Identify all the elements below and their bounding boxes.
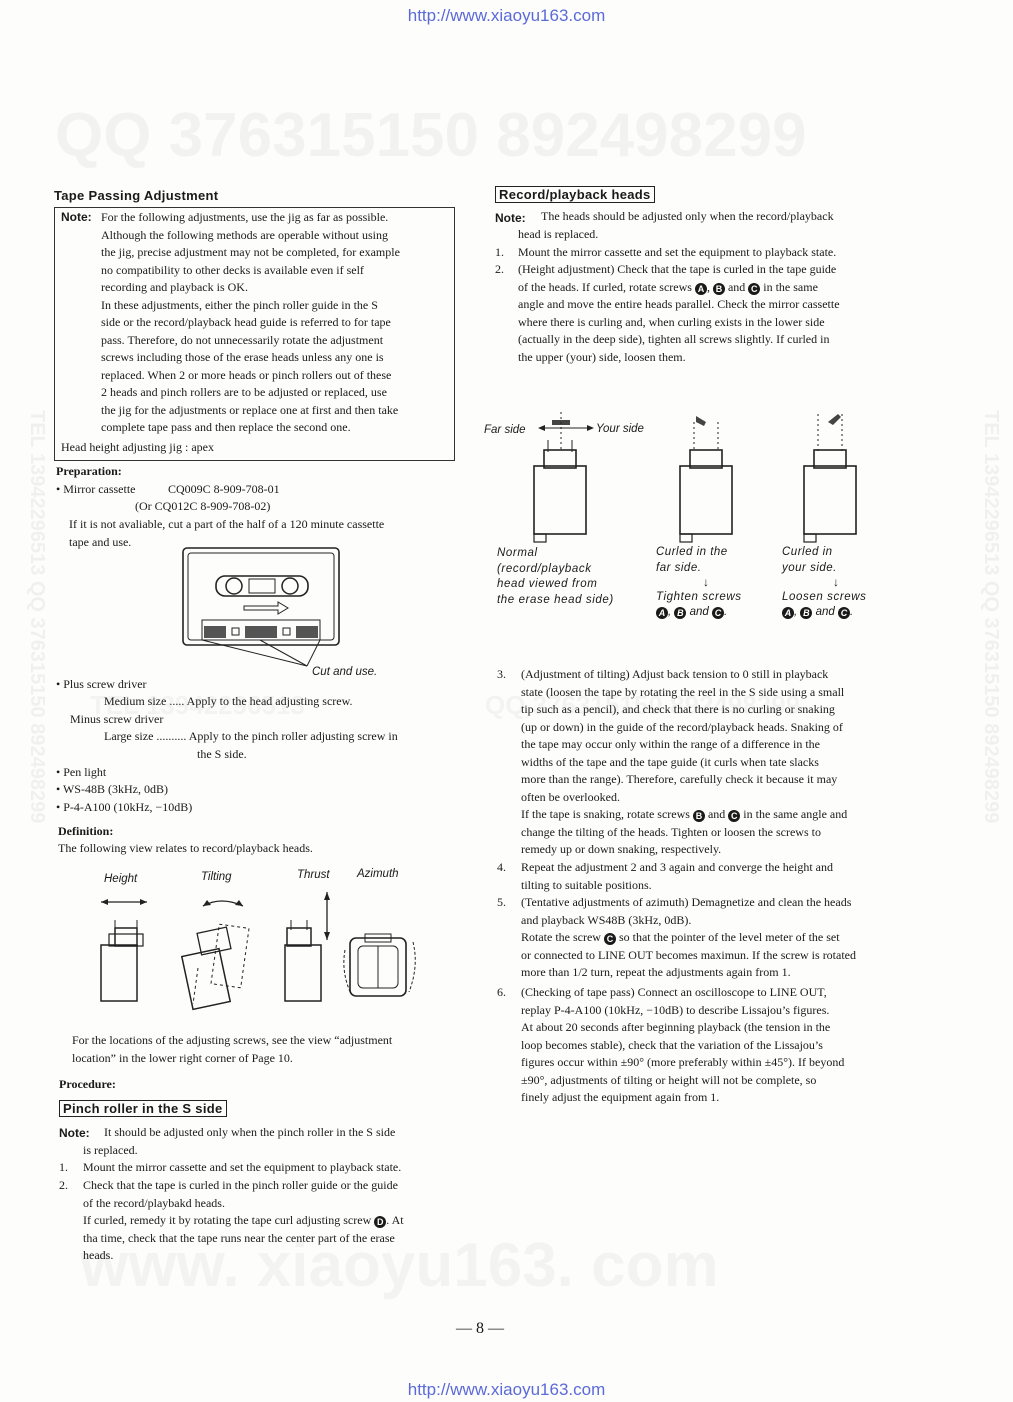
locations-line-2: location” in the lower right corner of Page 10. [72,1051,293,1065]
header-url[interactable]: http://www.xiaoyu163.com [407,6,606,25]
far-side-label: Far side [484,424,526,436]
note-text: For the following adjustments, use the jig as far as possible. Although the following methods are operable without using the jig, precise adjustment may not be completed, for example no compatibility to other decks is available even if self recording and playback is OK. In these adjustments, either the pinch roller guide in the S side or the record/playback head guide is referred to for tape pass. Therefore, do not unnecessarily rotate the adjustment screws including those of the erase heads unless any one is replaced. When 2 or more heads or pinch rollers out of these 2 heads and pinch rollers are to be adjusted or replaced, use the jig for the adjustments or replace one at first and then take complete tape pass and then replace the second one. [101,210,400,434]
plus-driver: • Plus screw driver [56,677,147,691]
watermark-top [55,100,807,171]
rp-step-6: (Checking of tape pass) Connect an oscilloscope to LINE OUT, replay P-4-A100 (10kHz, −10dB) to describe Lissajou’s figures. At about 20 seconds after beginning playback (the tension in the loop becomes stable), check that the variation of the Lissajou’s figures occur within ±90° (more preferably within ±45°). If beyond ±90°, adjustments of tilting or height will not be complete, so finely adjust the equipment again from 1. [521,985,845,1104]
pinch-note-label: Note: [59,1126,90,1140]
tape-passing-title: Tape Passing Adjustment [54,188,219,203]
note-label: Note: [61,210,92,224]
large-size: Large size .......... Apply to the pinch roller adjusting screw in [104,729,398,743]
rp-step-5-num: 5. [497,895,506,909]
rp-step-4-num: 4. [497,860,506,874]
ws48b-tape: • WS-48B (3kHz, 0dB) [56,782,168,796]
pinch-step-2: Check that the tape is curled in the pinch roller guide or the guide of the record/playbakd heads. If curled, remedy it by rotating the tape curl adjusting screw D . At tha time, check that the tape runs near the center part of the erase heads. [83,1178,404,1262]
pinch-step-1-num: 1. [59,1160,68,1174]
record-playback-heads-title: Record/playback heads [495,186,655,203]
screw-d-icon: D [374,1216,386,1228]
pen-light: • Pen light [56,765,107,779]
tighten-screws: Tighten screws [656,591,742,603]
rp-step-4: Repeat the adjustment 2 and 3 again and converge the height and tilting to suitable positions. [521,860,834,892]
preparation-title: Preparation: [56,464,122,478]
arrow-down-icon: ↓ [703,575,709,589]
minus-driver: Minus screw driver [70,712,164,726]
pinch-step-2-num: 2. [59,1178,68,1192]
cut-instruction-1: If it is not avaliable, cut a part of the half of a 120 minute cassette [69,517,385,531]
cassette-cut-diagram [182,546,342,671]
rp-note-1: The heads should be adjusted only when the record/playback [541,209,834,223]
rp-step-3-num: 3. [497,667,506,681]
jig-line: Head height adjusting jig : apex [61,440,214,454]
caption-far-side: Curled in the far side. [656,546,728,574]
cut-caption: Cut and use. [312,666,378,678]
rp-note-label: Note: [495,211,526,225]
rp-step-1-num: 1. [495,245,504,259]
screw-c-icon: C [748,283,760,295]
loosen-screws: Loosen screws [782,591,867,603]
loosen-screw-list: A , B and C . [782,606,853,619]
screw-b-icon: B [713,283,725,295]
definition-diagrams [95,890,425,1015]
procedure-title: Procedure: [59,1077,116,1091]
rp-note-2: head is replaced. [518,227,599,241]
medium-size: Medium size ..... Apply to the head adjusting screw. [104,694,353,708]
label-height: Height [104,873,138,885]
page-number: — 8 — [456,1320,504,1337]
rp-step-5: (Tentative adjustments of azimuth) Demagnetize and clean the heads and playback WS48B (3kHz, 0dB). Rotate the screw C so that the pointer of the level meter of the set or connected to LINE OUT becomes maximun. If the screw is rotated more than 1/2 turn, repeat the adjustments again from 1. [521,895,857,979]
footer-url[interactable]: http://www.xiaoyu163.com [407,1380,606,1399]
rp-step-2: (Height adjustment) Check that the tape is curled in the tape guide of the heads. If curled, rotate screws A , B and C in the same angle and move the entire heads parallel. Check the mirror cassette where there is curling and, when curling exists in the lower side (actually in the deep side), tighten all screws slightly. If curled in the upper (your) side, loosen them. [518,262,840,364]
pinch-note-2: is replaced. [83,1143,138,1157]
pinch-note-1: It should be adjusted only when the pinch roller in the S side [104,1125,396,1139]
label-tilting: Tilting [201,871,232,883]
cut-instruction-2: tape and use. [69,535,132,549]
watermark-side-left: TEL 13942296513 QQ 376315150 892498299 [26,410,48,824]
definition-title: Definition: [58,824,114,838]
pinch-step-1: Mount the mirror cassette and set the equipment to playback state. [83,1160,402,1174]
rp-step-3: (Adjustment of tilting) Adjust back tension to 0 still in playback state (loosen the tape by rotating the reel in the S side using a small tip such as a pencil), and check that there is no curling or snaking (up or down) in the guide of the record/playback heads. Snaking of the tape may occur only within the range of a difference in the widths of the tape and the tape guide (it curls when tate slacks more than the range). Therefore, carefully check it because it may often be overlooked. If the tape is snaking, rotate screws B and C in the same angle and change the tilting of the heads. Tighten or loosen the screws to remedy up or down snaking, respectively. [521,667,848,856]
tighten-screw-list: A , B and C . [656,606,727,619]
rp-step-1: Mount the mirror cassette and set the equipment to playback state. [518,245,837,259]
definition-text: The following view relates to record/playback heads. [58,841,313,855]
rp-step-2-num: 2. [495,262,504,276]
label-azimuth: Azimuth [357,868,399,880]
arrow-down-icon: ↓ [833,575,839,589]
pinch-roller-title: Pinch roller in the S side [59,1100,227,1117]
mirror-cassette-label: • Mirror cassette [56,482,136,496]
caption-your-side: Curled in your side. [782,546,837,574]
mirror-cassette-part-1: CQ009C 8-909-708-01 [168,482,280,496]
heads-curl-diagrams [530,410,870,540]
large-size-2: the S side. [197,747,247,761]
mirror-cassette-part-2: (Or CQ012C 8-909-708-02) [135,499,271,513]
caption-normal: Normal (record/playback head viewed from the erase head side) [497,547,614,606]
rp-step-6-num: 6. [497,985,506,999]
your-side-label: Your side [596,423,644,435]
p4a100-tape: • P-4-A100 (10kHz, −10dB) [56,800,193,814]
label-thrust: Thrust [297,869,330,881]
locations-line-1: For the locations of the adjusting screws, see the view “adjustment [72,1033,393,1047]
screw-a-icon: A [695,283,707,295]
watermark-side-right: TEL 13942296513 QQ 376315150 892498299 [980,410,1002,824]
